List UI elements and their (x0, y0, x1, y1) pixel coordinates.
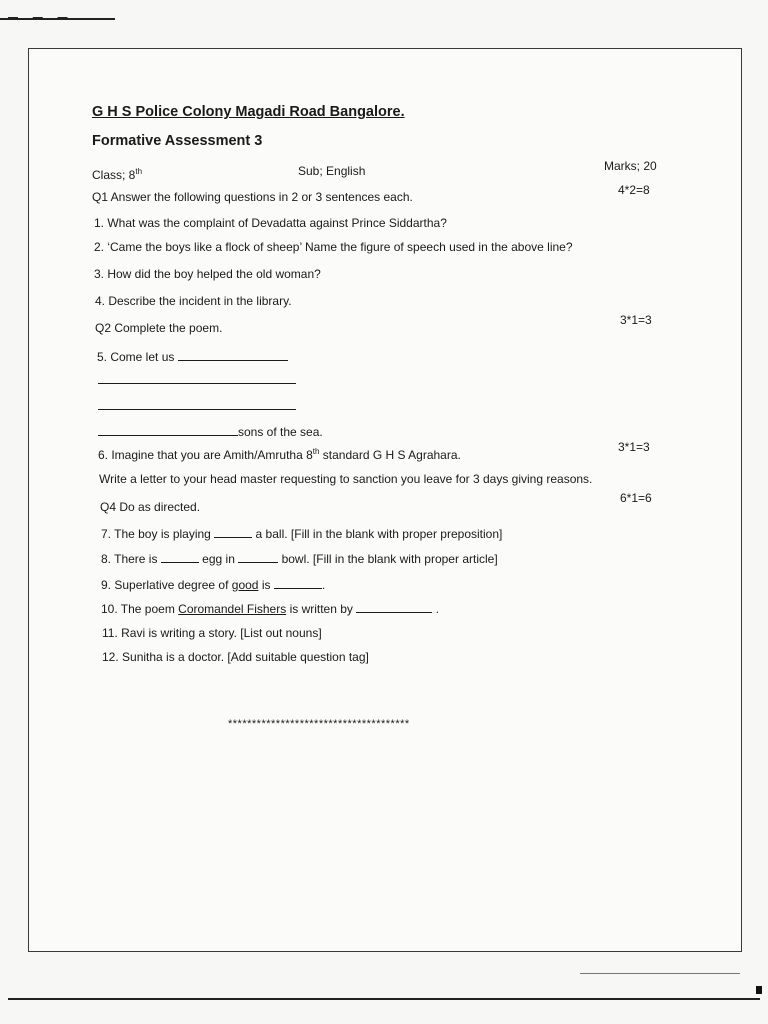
q1-item-2: 2. ‘Came the boys like a flock of sheep’ Name the figure of speech used in the above line? (94, 240, 573, 254)
class-label (92, 167, 142, 182)
end-stars: ************************************** (228, 718, 410, 730)
q4-item-7-text-b: a ball. [Fill in the blank with proper preposition] (255, 527, 503, 541)
q1-item-3: 3. How did the boy helped the old woman? (94, 267, 321, 281)
q1-item-4: 4. Describe the incident in the library. (95, 294, 292, 308)
subject-label: Sub; English (298, 164, 366, 178)
marks-label: Marks; 20 (604, 159, 657, 173)
q2-instruction: Q2 Complete the poem. (95, 321, 223, 335)
q4-item-8-text-a: 8. There is (101, 552, 158, 566)
q4-item-12: 12. Sunitha is a doctor. [Add suitable question tag] (102, 650, 369, 664)
poem-last-line (98, 423, 323, 439)
q4-item-9-period: . (321, 578, 326, 592)
q4-instruction: Q4 Do as directed. (100, 500, 201, 514)
item-7-blank[interactable] (214, 525, 252, 538)
q4-item-9-text-b: is (261, 578, 271, 592)
q3-item-6 (98, 447, 461, 462)
item-9-blank[interactable] (274, 576, 322, 589)
q3-item-6-text: 6. Imagine that you are Amith/Amrutha 8 (98, 448, 313, 462)
q1-instruction: Q1 Answer the following questions in 2 or 3 sentences each. (92, 190, 413, 204)
q4-item-10 (101, 600, 439, 616)
poem-blank-2[interactable] (98, 383, 296, 384)
q4-item-8-text-c: bowl. [Fill in the blank with proper article] (281, 552, 498, 566)
q4-item-8-text-b: egg in (202, 552, 235, 566)
item-8-blank-1[interactable] (161, 550, 199, 563)
q4-item-7-text-a: 7. The boy is playing (101, 527, 211, 541)
item-10-blank[interactable] (356, 600, 432, 613)
q4-item-10-period: . (435, 602, 439, 616)
q3-item-6-text-b: standard G H S Agrahara. (319, 448, 461, 462)
q1-item-1: 1. What was the complaint of Devadatta against Prince Siddartha? (94, 216, 447, 230)
scan-edge-dot (756, 986, 762, 994)
class-text: Class; 8 (92, 168, 136, 182)
q4-item-10-poem-title: Coromandel Fishers (178, 602, 287, 616)
poem-blank-4[interactable] (98, 423, 238, 436)
scan-edge-line-bottom-short (580, 973, 740, 974)
q4-item-10-text-b: is written by (289, 602, 353, 616)
q3-letter-task: Write a letter to your head master requesting to sanction you leave for 3 days giving reasons. (99, 472, 593, 486)
q1-marks: 4*2=8 (618, 183, 650, 197)
q3-item-6-sup: th (312, 447, 320, 456)
q4-item-9 (101, 576, 325, 592)
poem-last-line-text: sons of the sea. (238, 425, 323, 439)
assessment-title: Formative Assessment 3 (92, 133, 263, 149)
class-superscript: th (135, 167, 143, 176)
q4-item-11: 11. Ravi is writing a story. [List out nouns] (102, 626, 322, 640)
q2-item-5-text: 5. Come let us (97, 350, 175, 364)
q2-item-5 (97, 348, 288, 364)
q4-item-8 (101, 550, 498, 566)
q4-item-9-text-a: 9. Superlative degree of (101, 578, 229, 592)
q2-marks: 3*1=3 (620, 313, 652, 327)
q4-item-7 (101, 525, 502, 541)
q3-marks: 3*1=3 (618, 440, 650, 454)
item-8-blank-2[interactable] (238, 550, 278, 563)
poem-blank-1[interactable] (178, 348, 288, 361)
q4-item-9-word: good (231, 578, 259, 592)
q4-marks: 6*1=6 (620, 491, 652, 505)
q4-item-10-text-a: 10. The poem (101, 602, 175, 616)
school-name: G H S Police Colony Magadi Road Bangalore. (92, 104, 405, 120)
scan-edge-line (0, 18, 115, 20)
scan-edge-line-bottom (8, 998, 760, 1000)
poem-blank-3[interactable] (98, 409, 296, 410)
